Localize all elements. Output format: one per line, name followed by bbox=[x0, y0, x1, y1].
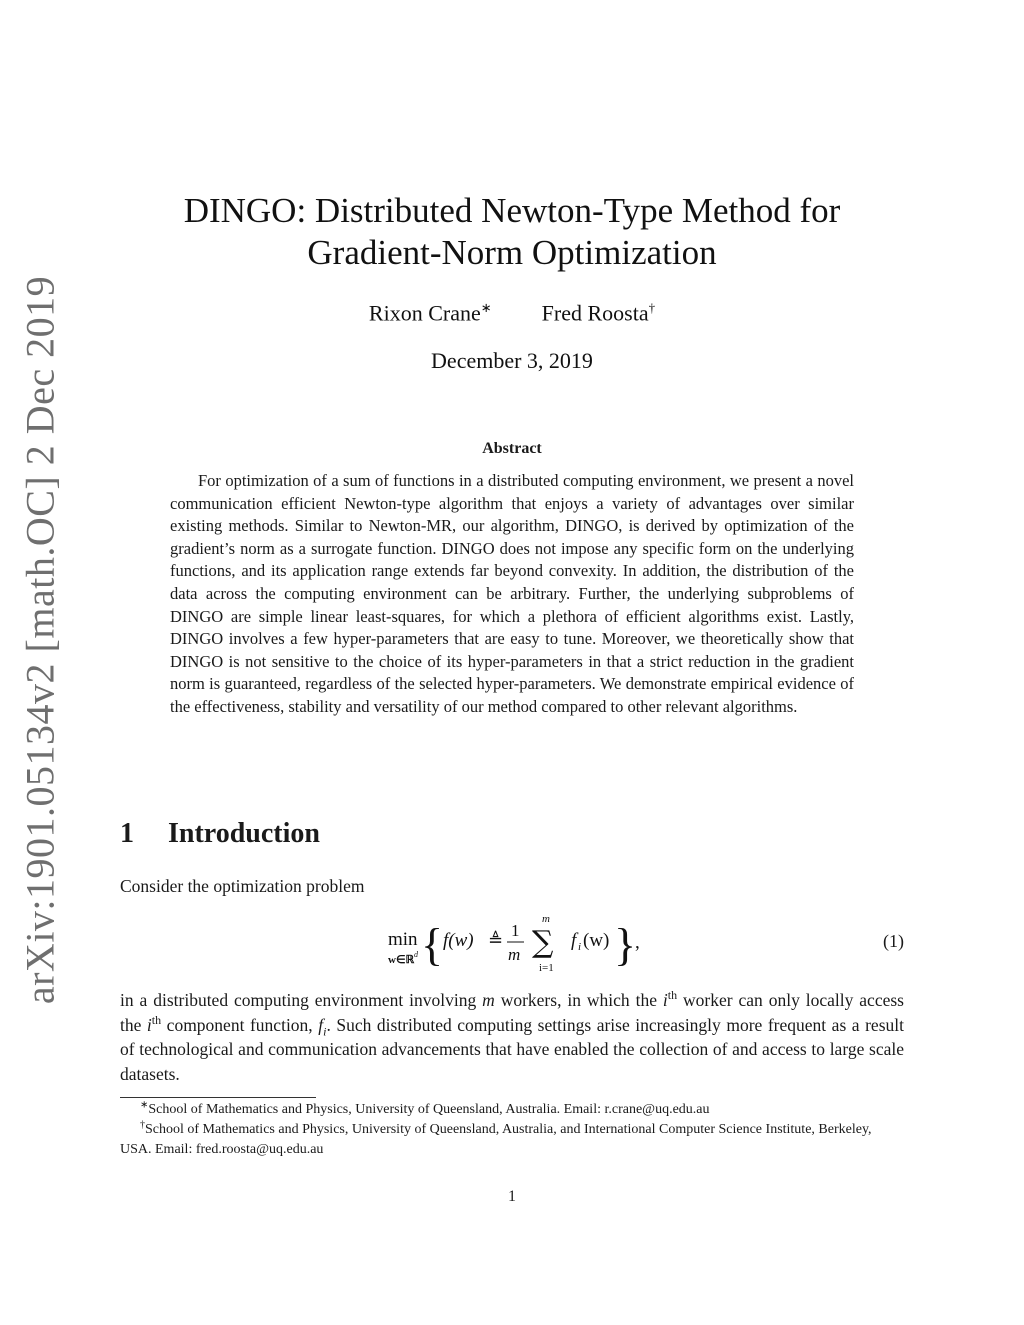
title-line-1: DINGO: Distributed Newton-Type Method for bbox=[183, 191, 841, 230]
math-subscript-i: i bbox=[323, 1024, 327, 1038]
eq-term-function: f bbox=[571, 930, 577, 951]
eq-term-argument: (w) bbox=[583, 930, 610, 951]
intro-text-segment: worker can only locally access the bbox=[120, 990, 904, 1035]
eq-left-brace: { bbox=[421, 919, 444, 970]
abstract-heading: Abstract bbox=[482, 440, 542, 457]
eq-trailing-comma: , bbox=[635, 932, 640, 953]
footnote-text: School of Mathematics and Physics, University of Queensland, Australia, and International Computer Science Institute, Berkeley, USA. Email: fred.roosta@uq.edu.au bbox=[120, 1122, 872, 1157]
equation-number: (1) bbox=[883, 931, 904, 951]
page-number: 1 bbox=[508, 1188, 516, 1205]
eq-term-subscript: i bbox=[578, 941, 582, 953]
math-superscript-th: th bbox=[151, 1012, 162, 1027]
intro-paragraph bbox=[120, 988, 904, 1086]
eq-sum-upper-limit: m bbox=[542, 913, 550, 925]
footnote-mark: ∗ bbox=[140, 1099, 149, 1111]
intro-text-segment: component function, bbox=[161, 1014, 319, 1035]
arxiv-identifier-stamp: arXiv:1901.05134v2 [math.OC] 2 Dec 2019 bbox=[17, 275, 63, 1005]
intro-text-segment: in a distributed computing environment involving bbox=[120, 990, 483, 1010]
author-footnote-mark: ∗ bbox=[480, 300, 492, 315]
math-function-f: f bbox=[318, 1014, 324, 1035]
author-footnote-mark: † bbox=[648, 300, 656, 315]
author-name: Rixon Crane bbox=[368, 300, 481, 326]
eq-sum-lower-limit: i=1 bbox=[539, 962, 554, 974]
eq-fraction-denominator: m bbox=[508, 945, 521, 964]
eq-min: min bbox=[388, 929, 418, 950]
footnotes bbox=[120, 1100, 904, 1160]
eq-defeq-symbol: ≜ bbox=[488, 930, 504, 950]
section-number: 1 bbox=[120, 818, 134, 849]
paper-date: December 3, 2019 bbox=[431, 348, 593, 373]
intro-lead-sentence: Consider the optimization problem bbox=[120, 876, 365, 896]
eq-min-subscript-power: d bbox=[414, 950, 418, 959]
footnote-1 bbox=[120, 1100, 904, 1120]
footnote-text: School of Mathematics and Physics, University of Queensland, Australia. Email: r.crane@uq.edu.au bbox=[148, 1102, 710, 1117]
paper-title bbox=[120, 190, 904, 274]
eq-summation-symbol: ∑ bbox=[532, 925, 554, 960]
optimization-equation bbox=[388, 912, 648, 982]
section-title: Introduction bbox=[168, 818, 320, 849]
title-line-2: Gradient-Norm Optimization bbox=[307, 233, 717, 272]
math-variable-i: i bbox=[146, 1014, 152, 1035]
math-variable-i: i bbox=[662, 990, 668, 1010]
intro-text-segment: . Such distributed computing settings arise increasingly more frequent as a result of technological and communication advancements that have enabled the collection of and access to large scale datasets. bbox=[120, 1014, 904, 1084]
footnote-divider bbox=[120, 1097, 316, 1098]
intro-text-segment: workers, in which the bbox=[494, 990, 663, 1010]
math-variable-m: m bbox=[482, 990, 495, 1010]
eq-lhs: f(w) bbox=[443, 930, 474, 951]
eq-fraction-numerator: 1 bbox=[511, 921, 520, 940]
footnote-mark: † bbox=[140, 1119, 145, 1131]
eq-min-subscript: w∈ℝ bbox=[388, 954, 415, 966]
author-name: Fred Roosta bbox=[541, 300, 649, 326]
abstract-text: For optimization of a sum of functions in a distributed computing environment, we present a novel communication efficient Newton-type algorithm that enjoys a variety of advantages over similar existing methods. Similar to Newton-MR, our algorithm, DINGO, is derived by optimization of the gradient’s norm as a surrogate function. DINGO does not impose any specific form on the underlying functions, and its application range extends far beyond convexity. In addition, the distribution of the data across the computing environment can be arbitrary. Further, the underlying subproblems of DINGO are simple linear least-squares, for which a plethora of efficient algorithms exist. Lastly, DINGO involves a few hyper-parameters that are easy to tune. Moreover, we theoretically show that DINGO is not sensitive to the choice of its hyper-parameters in that a strict reduction in the gradient norm is guaranteed, regardless of the selected hyper-parameters. We demonstrate empirical evidence of the effectiveness, stability and versatility of our method compared to other relevant algorithms. bbox=[170, 471, 854, 716]
eq-right-brace: } bbox=[614, 919, 637, 970]
footnote-2 bbox=[120, 1120, 904, 1160]
math-superscript-th: th bbox=[667, 988, 678, 1003]
author-list bbox=[120, 300, 904, 326]
section-heading bbox=[120, 818, 320, 850]
